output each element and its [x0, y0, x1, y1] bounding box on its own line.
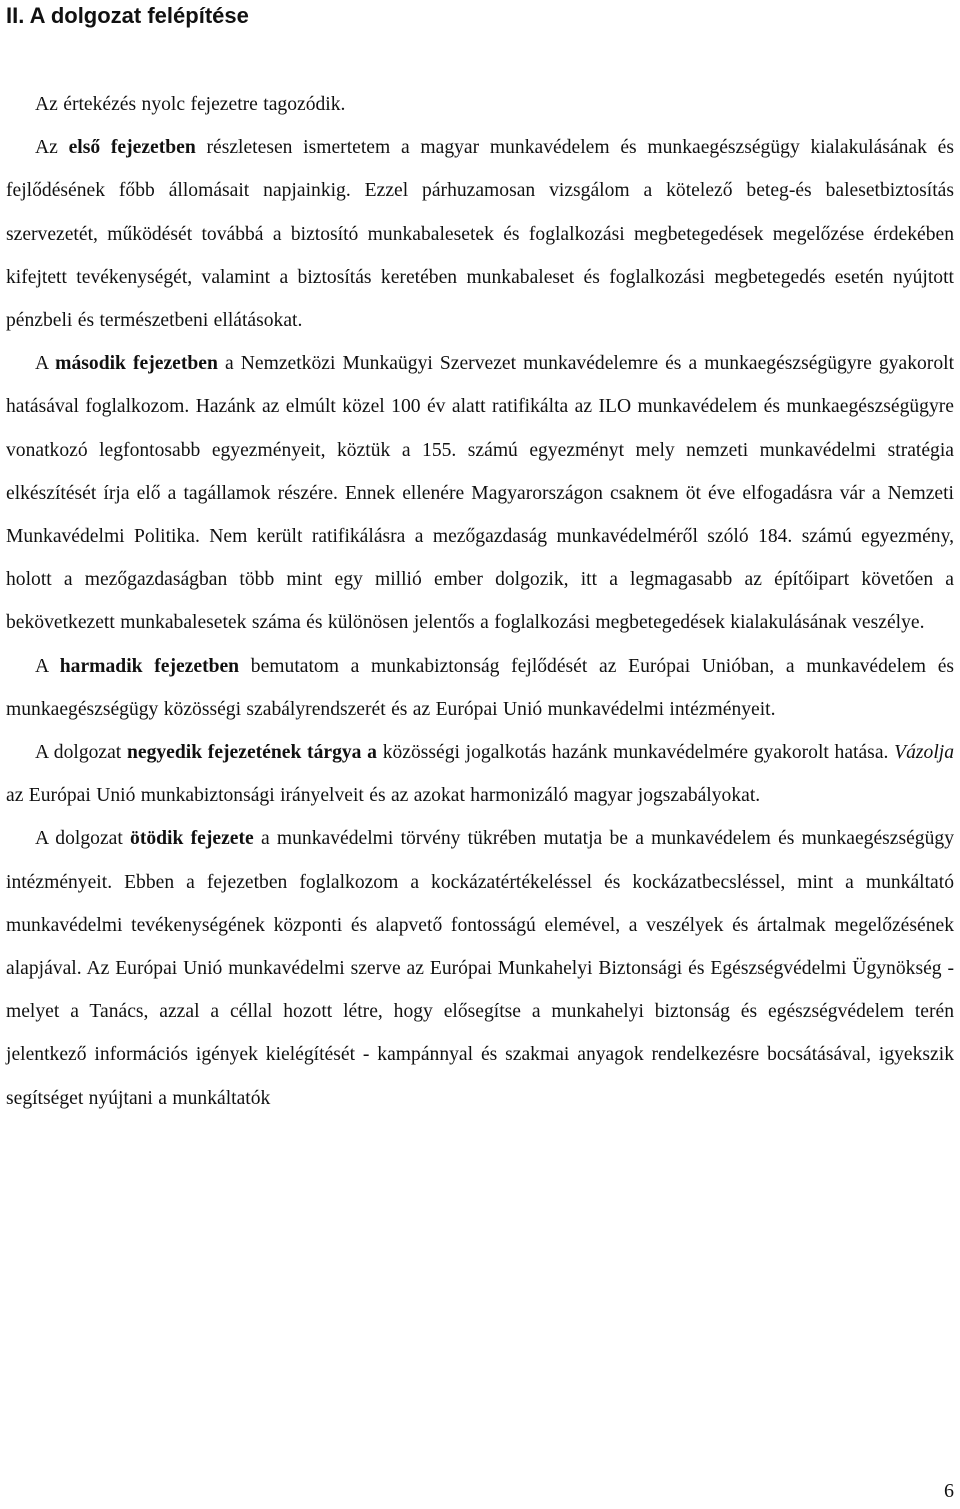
text-run: az Európai Unió munkabiztonsági irányelveit és az azokat harmonizáló magyar jogszabályokat.	[6, 785, 761, 807]
text-run: a munkavédelmi törvény tükrében mutatja be a munkavédelem és munkaegészségügy intézményeit. Ebben a fejezetben foglalkozom a kockázatértékeléssel és kockázatbecsléssel, mint a munkáltató munkavédelmi tevékenységének központi és alapvető fontosságú elemével, a veszélyek és ártalmak megelőzésének alapjával. Az Európai Unió munkavédelmi szerve az Európai Munkahelyi Biztonsági és Egészségvédelmi Ügynökség - melyet a Tanács, azzal a céllal hozott létre, hogy elősegítse a munkahelyi biztonság és egészségvédelem terén jelentkező információs igények kielégítését - kampánnyal és szakmai anyagok rendelkezésre bocsátásával, igyekszik segítséget nyújtani a munkáltatók	[6, 828, 954, 1109]
paragraph-chapter-2	[6, 342, 954, 644]
chapter-1-label: első fejezetben	[68, 137, 196, 159]
text-run: részletesen ismertetem a magyar munkavédelem és munkaegészségügy kialakulásának és fejlődésének főbb állomásait napjainkig. Ezzel párhuzamosan vizsgálom a kötelező beteg-és balesetbiztosítás szervezetét, működését továbbá a biztosító munkabalesetek és foglalkozási megbetegedések megelőzése érdekében kifejtett tevékenységét, valamint a biztosítás keretében munkabaleset és foglalkozási megbetegedés esetén nyújtott pénzbeli és természetbeni ellátásokat.	[6, 137, 954, 332]
document-body	[6, 83, 954, 1120]
chapter-2-label: második fejezetben	[55, 353, 218, 375]
text-run: A	[35, 353, 56, 375]
chapter-4-label: negyedik fejezetének tárgya a	[126, 742, 377, 764]
text-run: A dolgozat	[35, 742, 127, 764]
paragraph-chapter-5	[6, 817, 954, 1119]
text-run: A dolgozat	[35, 828, 131, 850]
page-number: 6	[944, 1480, 954, 1502]
text-run: Az	[35, 137, 69, 159]
chapter-5-label: ötödik fejezete	[130, 828, 254, 850]
text-run: közösségi jogalkotás hazánk munkavédelmére gyakorolt hatása.	[376, 742, 895, 764]
paragraph-chapter-4	[6, 731, 954, 817]
section-heading: II. A dolgozat felépítése	[6, 3, 249, 28]
paragraph-intro	[6, 83, 954, 126]
document-page	[6, 0, 954, 1120]
intro-text: Az értekézés nyolc fejezetre tagozódik.	[35, 94, 346, 115]
text-run: A	[35, 655, 60, 677]
text-run: bemutatom a munkabiztonság fejlődését az Európai Unióban, a munkavédelem és munkaegészségügy közösségi szabályrendszerét és az Európai Unió munkavédelmi intézményeit.	[6, 655, 955, 720]
chapter-3-label: harmadik fejezetben	[59, 655, 240, 677]
text-run: a Nemzetközi Munkaügyi Szervezet munkavédelemre és a munkaegészségügyre gyakorolt hatásával foglalkozom. Hazánk az elmúlt közel 100 év alatt ratifikálta az ILO munkavédelem és munkaegészségügyre vonatkozó legfontosabb egyezményeit, köztük a 155. számú egyezményt mely nemzeti munkavédelmi stratégia elkészítését írja elő a tagállamok részére. Ennek ellenére Magyarországon csaknem öt éve elfogadásra vár a Nemzeti Munkavédelmi Politika. Nem került ratifikálásra a mezőgazdaság munkavédelméről szóló 184. számú egyezmény, holott a mezőgazdaságban több mint egy millió ember dolgozik, itt a legmagasabb az építőipart követően a bekövetkezett munkabalesetek száma és különösen jelentős a foglalkozási megbetegedések kialakulásának veszélye.	[6, 353, 955, 634]
paragraph-chapter-3	[6, 645, 954, 731]
italic-term: Vázolja	[894, 742, 954, 764]
paragraph-chapter-1	[6, 126, 954, 342]
